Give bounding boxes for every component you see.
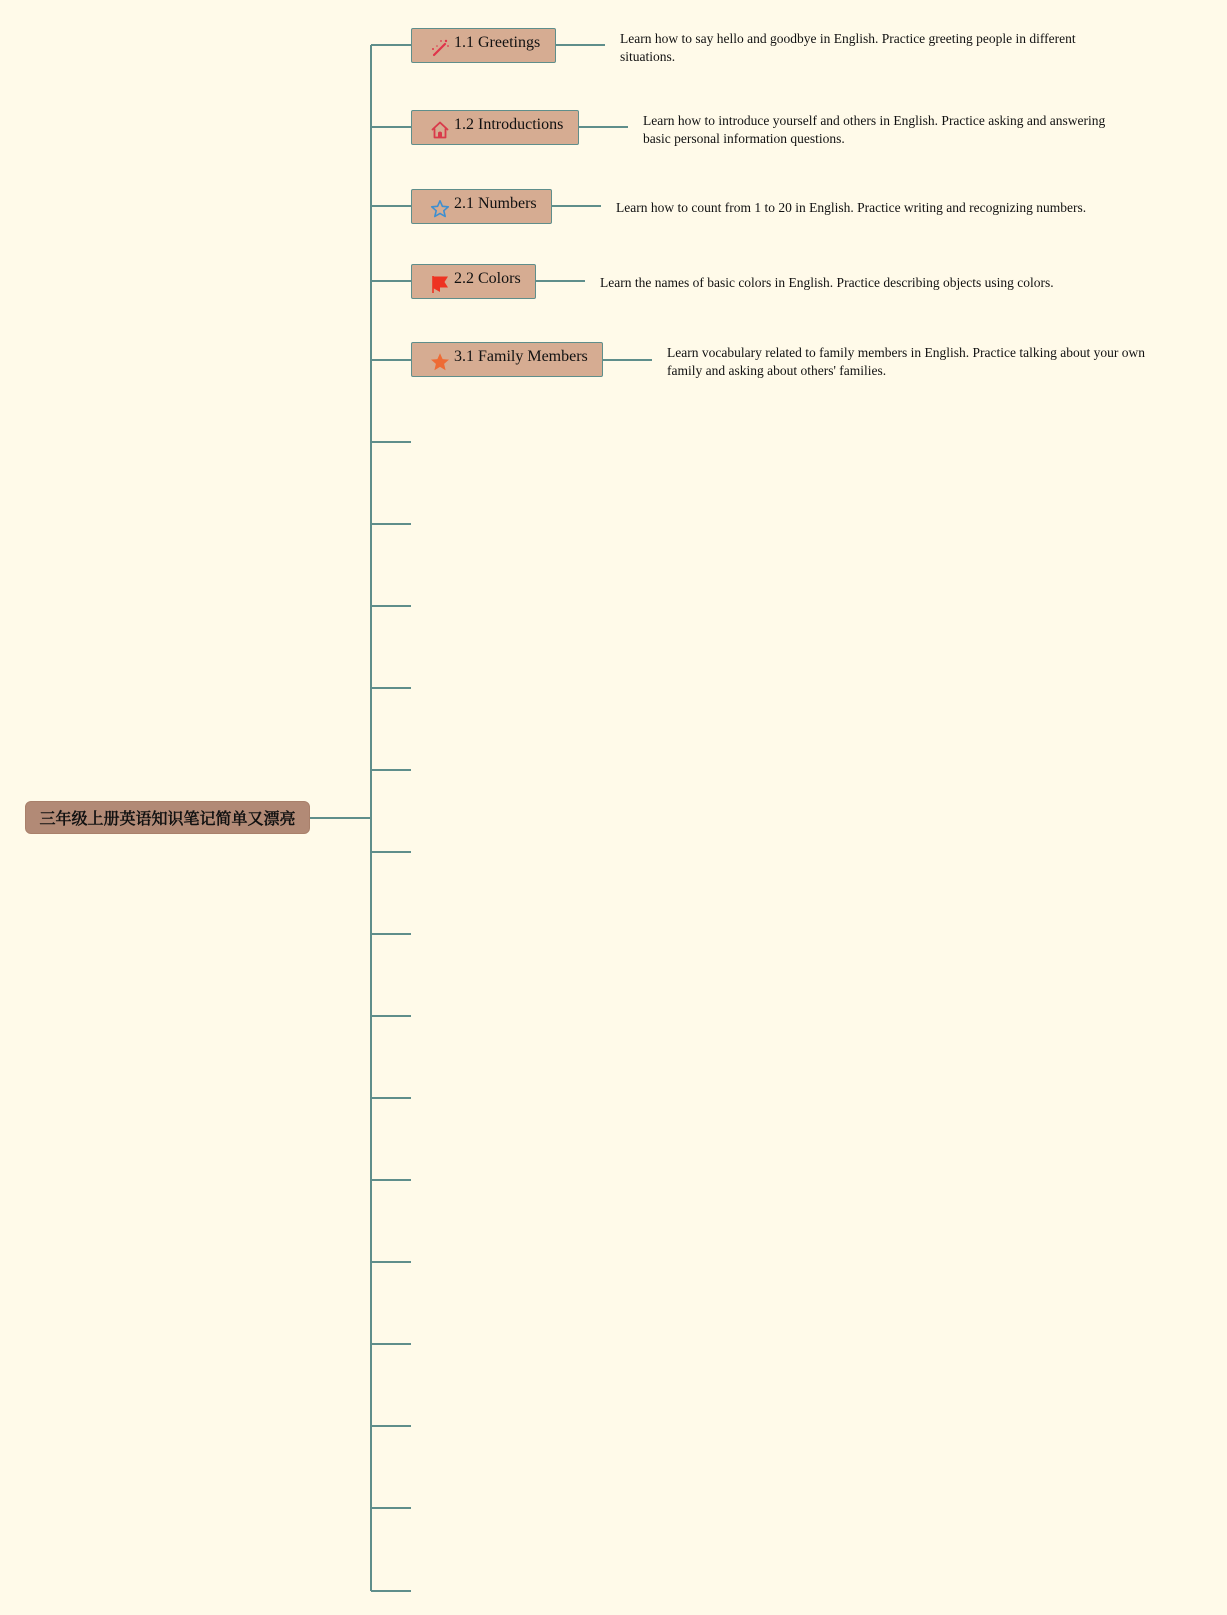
magic-wand-icon [430,38,450,58]
topic-label: 2.2 Colors [454,269,521,287]
topic-introductions[interactable] [411,110,579,145]
topic-description: Learn vocabulary related to family members in English. Practice talking about your own family and asking about others' families. [667,345,1145,378]
topic-label: 2.1 Numbers [454,194,537,212]
topic-colors[interactable] [411,264,536,299]
topic-label: 1.1 Greetings [454,33,541,51]
topic-greetings[interactable] [411,28,556,63]
root-node[interactable] [25,801,310,834]
topic-description: Learn how to count from 1 to 20 in English. Practice writing and recognizing numbers. [616,200,1087,215]
topic-description: Learn how to say hello and goodbye in English. Practice greeting people in different situations. [620,31,1076,64]
star-filled-icon [430,352,450,372]
topic-numbers[interactable] [411,189,552,224]
topic-label: 3.1 Family Members [454,347,588,365]
star-outline-icon [430,199,450,219]
topic-family-members[interactable] [411,342,603,377]
house-icon [430,120,450,140]
topic-description: Learn how to introduce yourself and others in English. Practice asking and answering basic personal information questions. [643,113,1106,146]
topic-label: 1.2 Introductions [454,115,564,133]
root-label: 三年级上册英语知识笔记简单又漂亮 [39,809,296,828]
topic-description: Learn the names of basic colors in English. Practice describing objects using colors. [600,275,1054,290]
flag-icon [430,274,450,294]
